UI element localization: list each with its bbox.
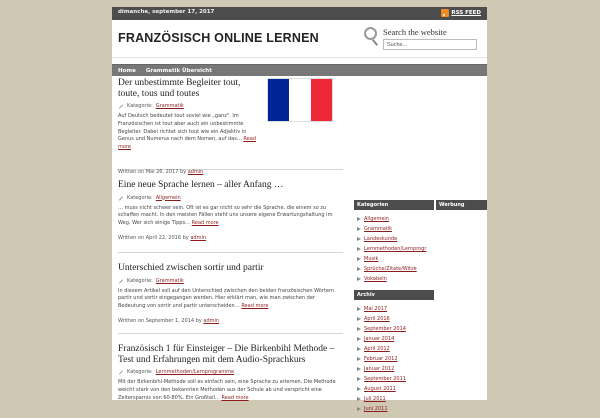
page-wrapper: [112, 7, 487, 412]
post-excerpt: [118, 113, 258, 152]
post-meta: [118, 195, 343, 201]
category-prefix: Kategorie:: [127, 103, 153, 109]
bullet-icon: [357, 337, 361, 341]
category-item: [357, 234, 434, 244]
post: [118, 78, 343, 175]
category-prefix: Kategorie:: [127, 194, 153, 201]
search-input[interactable]: [383, 39, 477, 50]
category-item-link[interactable]: Vokabeln: [364, 276, 387, 282]
post-meta: [118, 278, 343, 284]
excerpt-text: Auf Deutsch bedeutet tout soviel wie „ganz". Im Französischen ist tout aber auch ein unbestimmte Begleiter. Dabei richtet sich tout wie ein Adjektiv in Genus und Numerus nach dem Nomen, auf das…: [118, 113, 247, 143]
category-item-link[interactable]: Allgemein: [364, 216, 389, 222]
read-more-link[interactable]: Read more: [241, 303, 269, 310]
archive-item: [357, 334, 434, 344]
search-icon: [364, 27, 377, 40]
archive-item: [357, 344, 434, 354]
category-item: [357, 274, 434, 284]
category-link[interactable]: Grammatik: [155, 277, 184, 284]
author-link[interactable]: admin: [187, 169, 204, 175]
archive-item-link[interactable]: Juli 2011: [364, 396, 386, 402]
bullet-icon: [357, 277, 361, 281]
excerpt-text: Mit der Birkenbihl-Methode soll es einfach sein, eine Sprache zu erlernen. Die Methode weicht stark von den bekannten Methoden aus der Schule ab und verspricht eine Zeitersparnis von 60-80%. Ein Großteil…: [118, 379, 336, 401]
archive-item-link[interactable]: April 2012: [364, 346, 390, 352]
category-item: [357, 254, 434, 264]
archive-item-link[interactable]: Mai 2017: [364, 306, 388, 312]
post-title[interactable]: Unterschied zwischen sortir und partir: [118, 263, 264, 273]
sidebar: [354, 200, 487, 418]
category-link[interactable]: Grammatik: [155, 103, 184, 109]
bullet-icon: [357, 357, 361, 361]
archive-item-link[interactable]: April 2016: [364, 316, 390, 322]
bullet-icon: [357, 257, 361, 261]
widget-header-row: [354, 200, 487, 210]
archive-item: [357, 404, 434, 414]
archive-item-link[interactable]: August 2011: [364, 386, 396, 392]
main-nav: [112, 64, 487, 76]
category-item-link[interactable]: Grammatik: [364, 226, 393, 232]
archive-item-link[interactable]: September 2014: [364, 326, 406, 332]
category-item: [357, 224, 434, 234]
excerpt-text: … muss nicht schwer sein. Oft ist es gar nicht so sehr die Sprache, die einem so zu schaffen macht. In den meisten Fällen steht uns unsere eigene Erwartungshaltung im Weg. Wer sich einige Tipps…: [118, 204, 333, 227]
archive-item-link[interactable]: September 2011: [364, 376, 406, 382]
bullet-icon: [357, 267, 361, 271]
post-excerpt: [118, 288, 343, 311]
archive-item-link[interactable]: Januar 2012: [364, 366, 395, 372]
post: [118, 263, 343, 334]
rss-icon: [441, 9, 449, 17]
bullet-icon: [357, 387, 361, 391]
bullet-icon: [357, 377, 361, 381]
site-header: [112, 20, 487, 58]
post-list: [118, 78, 343, 414]
archive-item: [357, 384, 434, 394]
rss-feed-link[interactable]: [441, 9, 481, 17]
category-prefix: Kategorie:: [127, 277, 153, 284]
france-flag-image: [267, 78, 333, 122]
nav-home[interactable]: Home: [118, 67, 136, 74]
byline-text: Written on Mai 26, 2017 by: [118, 169, 187, 175]
archive-item: [357, 364, 434, 374]
author-link[interactable]: admin: [190, 234, 207, 241]
site-title[interactable]: FRANZÖSISCH ONLINE LERNEN: [118, 31, 319, 45]
category-link[interactable]: Lernmethoden/Lernprogramme: [155, 369, 235, 375]
category-item: [357, 214, 434, 224]
bullet-icon: [357, 247, 361, 251]
bullet-icon: [357, 397, 361, 401]
category-item: [357, 264, 434, 274]
bullet-icon: [357, 227, 361, 231]
read-more-link[interactable]: Read more: [191, 220, 219, 227]
pencil-icon: [118, 278, 124, 284]
post-excerpt: [118, 205, 343, 228]
bullet-icon: [357, 347, 361, 351]
archive-item: [357, 394, 434, 404]
archive-item-link[interactable]: Januar 2014: [364, 336, 395, 342]
categories-list: [354, 210, 434, 288]
category-item-link[interactable]: Lernmethoden/Lernprogr: [364, 246, 427, 252]
bullet-icon: [357, 367, 361, 371]
archive-item: [357, 324, 434, 334]
category-item-link[interactable]: Sprüche/Zitate/Witze: [364, 266, 417, 272]
archive-list: [354, 300, 434, 418]
categories-widget-title: Kategorien: [354, 200, 434, 210]
category-item-link[interactable]: Landeskunde: [364, 236, 398, 242]
bullet-icon: [357, 307, 361, 311]
bullet-icon: [357, 237, 361, 241]
post: [118, 344, 343, 404]
bullet-icon: [357, 407, 361, 411]
author-link[interactable]: admin: [203, 317, 220, 324]
bullet-icon: [357, 327, 361, 331]
archive-item-link[interactable]: Juni 2011: [364, 406, 388, 412]
archive-item: [357, 304, 434, 314]
search-label: Search the website: [383, 27, 447, 37]
post-excerpt: [118, 379, 343, 402]
archive-item-link[interactable]: Februar 2012: [364, 356, 398, 362]
archive-widget-title: Archiv: [354, 290, 434, 300]
byline-text: Written on September 1, 2014 by: [118, 317, 202, 324]
nav-grammatik-uebersicht[interactable]: Grammatik Übersicht: [145, 67, 212, 74]
post-title[interactable]: Französisch 1 für Einsteiger – Die Birkenbihl Methode – Test und Erfahrungen mit dem Audio-Sprachkurs: [118, 344, 335, 365]
excerpt-text: In diesem Artikel soll auf den Unterschied zwischen den beiden französischen Wörtern partir und sortir eingegangen werden. Hier erklärt man, wie man zwischen der Bedeutung von sortir und partir unterscheiden…: [118, 287, 335, 310]
pencil-icon: [118, 103, 124, 109]
category-link[interactable]: Allgemein: [155, 194, 181, 201]
bullet-icon: [357, 217, 361, 221]
read-more-link[interactable]: Read more: [118, 136, 256, 151]
post-byline: [118, 232, 343, 241]
current-date: dimanche, september 17, 2017: [118, 9, 215, 15]
archive-item: [357, 354, 434, 364]
read-more-link[interactable]: Read more: [221, 394, 249, 401]
category-item: [357, 244, 434, 254]
post-byline: [118, 166, 203, 175]
post-title[interactable]: Der unbestimmte Begleiter tout, toute, tous und toutes: [118, 78, 241, 99]
post: [118, 180, 343, 253]
ads-widget-title: Werbung: [436, 200, 487, 210]
bullet-icon: [357, 317, 361, 321]
archive-item: [357, 374, 434, 384]
post-title[interactable]: Eine neue Sprache lernen – aller Anfang …: [118, 180, 284, 190]
rss-feed-label: RSS FEED: [451, 10, 481, 16]
category-prefix: Kategorie:: [127, 369, 153, 375]
archive-item: [357, 314, 434, 324]
category-item-link[interactable]: Musik: [364, 256, 379, 262]
byline-text: Written on April 22, 2016 by: [118, 234, 189, 241]
post-byline: [118, 315, 343, 324]
top-bar: [112, 7, 487, 20]
post-meta: [118, 369, 343, 375]
pencil-icon: [118, 369, 124, 375]
pencil-icon: [118, 195, 124, 201]
